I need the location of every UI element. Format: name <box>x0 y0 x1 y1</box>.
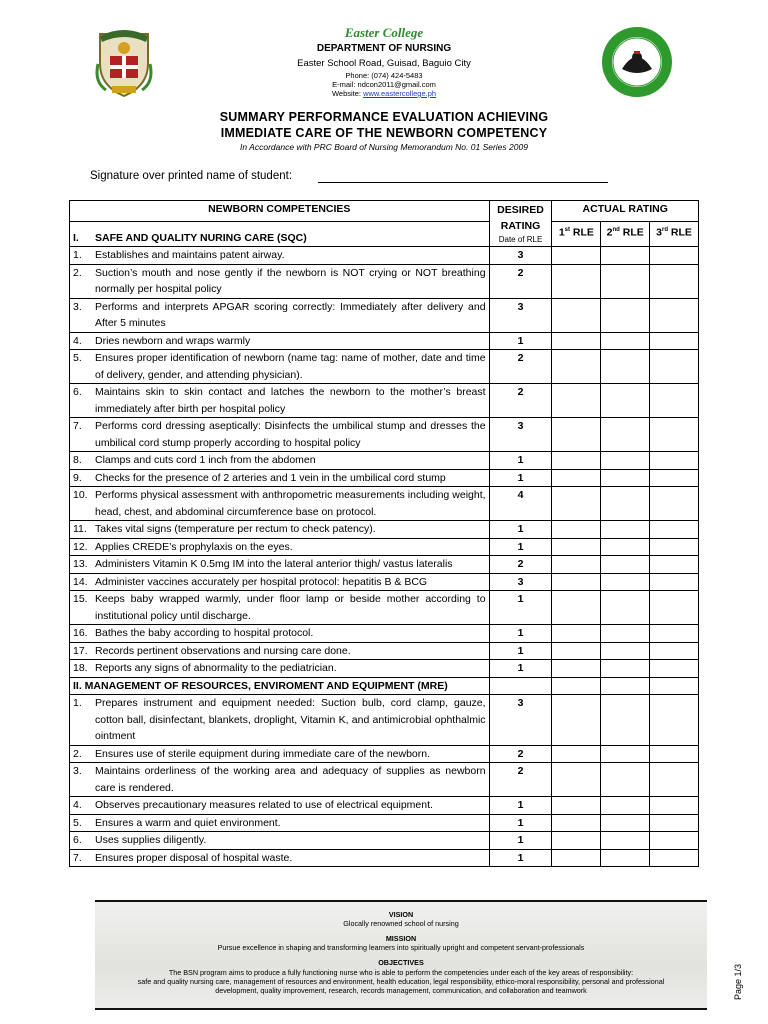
rle-1-rating-cell[interactable] <box>552 487 601 521</box>
objectives-line-3: development, quality improvement, research, records management, communication, and collaboration and teamwork <box>215 986 587 995</box>
subtitle: In Accordance with PRC Board of Nursing Memorandum No. 01 Series 2009 <box>240 142 528 152</box>
sqc-competency-cell <box>70 573 490 591</box>
website-link[interactable]: www.eastercollege.ph <box>363 89 437 98</box>
header-date: Date of RLE <box>498 235 543 244</box>
title-line-1: SUMMARY PERFORMANCE EVALUATION ACHIEVING <box>219 110 549 124</box>
website-label: Website: <box>331 89 364 98</box>
item-text: Applies CREDE’s prophylaxis on the eyes. <box>95 540 293 553</box>
rle-3-rating-cell[interactable] <box>650 556 699 574</box>
item-number: 3. <box>73 300 82 313</box>
rle-3-rating-cell[interactable] <box>650 695 699 746</box>
rle-1-rating-cell[interactable] <box>552 452 601 470</box>
mre-competency-cell <box>70 763 490 797</box>
desired-rating-value: 2 <box>489 556 552 574</box>
sqc-competency-cell <box>70 264 490 298</box>
item-number: 9. <box>73 471 82 484</box>
item-text: Dries newborn and wraps warmly <box>95 334 251 347</box>
rle-3-rating-cell[interactable] <box>650 247 699 265</box>
item-text: Keeps baby wrapped warmly, under floor lamp or beside mother according to institutional policy until discharge. <box>95 593 486 622</box>
table-row <box>70 264 699 298</box>
sqc-competency-cell <box>70 487 490 521</box>
rle-2-rating-cell[interactable] <box>601 591 650 625</box>
table-row <box>70 452 699 470</box>
desired-rating-value: 3 <box>489 695 552 746</box>
sqc-competency-cell <box>70 418 490 452</box>
rle-2-rating-cell[interactable] <box>601 538 650 556</box>
item-number: 2. <box>73 747 82 760</box>
rle-1-rating-cell[interactable] <box>552 832 601 850</box>
sqc-competency-cell <box>70 452 490 470</box>
desired-rating-value: 3 <box>489 298 552 332</box>
objectives-heading: OBJECTIVES <box>378 958 424 967</box>
sqc-competency-cell <box>70 350 490 384</box>
page-number: Page 1/3 <box>733 963 743 1000</box>
mre-competency-cell <box>70 849 490 867</box>
desired-rating-value: 1 <box>489 625 552 643</box>
signature-line[interactable] <box>318 182 608 183</box>
item-text: Performs and interprets APGAR scoring correctly: Immediately after delivery and After 5 minutes <box>95 300 486 329</box>
table-row <box>70 556 699 574</box>
rle-2-rating-cell[interactable] <box>601 350 650 384</box>
rle-1-rating-cell[interactable] <box>552 763 601 797</box>
rle-1-rating-cell[interactable] <box>552 797 601 815</box>
table-header-row <box>70 201 699 222</box>
desired-rating-value: 1 <box>489 797 552 815</box>
rle-3-rating-cell[interactable] <box>650 384 699 418</box>
rle-1-rating-cell[interactable] <box>552 469 601 487</box>
rle-2-rating-cell[interactable] <box>601 332 650 350</box>
item-text: Checks for the presence of 2 arteries and 1 vein in the umbilical cord stump <box>95 471 446 484</box>
rle-3-rating-cell[interactable] <box>650 298 699 332</box>
rle-3-rating-cell[interactable] <box>650 797 699 815</box>
rle-3-rating-cell[interactable] <box>650 660 699 678</box>
header-desired: DESIRED <box>497 204 544 216</box>
sqc-competency-cell <box>70 384 490 418</box>
competency-table <box>69 200 699 867</box>
college-name: Easter College <box>344 25 424 40</box>
desired-rating-value: 2 <box>489 745 552 763</box>
rle-1-rating-cell[interactable] <box>552 849 601 867</box>
desired-rating-value: 2 <box>489 350 552 384</box>
rle-2-rating-cell[interactable] <box>601 247 650 265</box>
desired-rating-value: 2 <box>489 264 552 298</box>
rle-3-rating-cell[interactable] <box>650 642 699 660</box>
mre-competency-cell <box>70 745 490 763</box>
mission-text: Pursue excellence in shaping and transforming learners into spiritually upright and competent servant-professionals <box>217 943 585 952</box>
desired-rating-value: 2 <box>489 384 552 418</box>
item-number: 13. <box>73 558 88 570</box>
rle-2-rating-cell[interactable] <box>601 797 650 815</box>
rle-1-rating-cell[interactable] <box>552 745 601 763</box>
rle-1-rating-cell[interactable] <box>552 556 601 574</box>
item-text: Ensures use of sterile equipment during immediate care of the newborn. <box>95 747 431 760</box>
item-text: Takes vital signs (temperature per rectum to check patency). <box>95 523 376 535</box>
header-competencies: NEWBORN COMPETENCIES <box>70 201 490 222</box>
rle-3-rating-cell[interactable] <box>650 469 699 487</box>
table-row <box>70 298 699 332</box>
header-desired-rating <box>489 201 552 247</box>
email-text: E-mail: ndcon2011@gmail.com <box>332 80 436 89</box>
rle-3-rating-cell[interactable] <box>650 521 699 539</box>
sqc-competency-cell <box>70 332 490 350</box>
table-row <box>70 642 699 660</box>
item-text: Reports any signs of abnormality to the pediatrician. <box>95 662 337 674</box>
rle-1-rating-cell[interactable] <box>552 814 601 832</box>
desired-rating-value: 1 <box>489 332 552 350</box>
rle-1-rating-cell[interactable] <box>552 573 601 591</box>
item-text: Maintains orderliness of the working area and adequacy of supplies as newborn care is rendered. <box>95 765 486 794</box>
header-rating: RATING <box>500 220 541 232</box>
item-text: Ensures a warm and quiet environment. <box>95 816 281 829</box>
table-row <box>70 521 699 539</box>
item-text: Maintains skin to skin contact and latches the newborn to the mother’s breast immediately after birth per hospital policy <box>95 386 486 415</box>
table-row <box>70 797 699 815</box>
table-row <box>70 350 699 384</box>
phone-text: Phone: (074) 424-5483 <box>345 71 423 80</box>
sqc-competency-cell <box>70 538 490 556</box>
rle-2-rating-cell[interactable] <box>601 642 650 660</box>
section-1-heading <box>70 222 490 247</box>
rle-1-rating-cell[interactable] <box>552 625 601 643</box>
desired-rating-value: 3 <box>489 573 552 591</box>
item-number: 5. <box>73 816 82 829</box>
rle-1-rating-cell[interactable] <box>552 695 601 746</box>
rle-3-rating-cell[interactable] <box>650 591 699 625</box>
sqc-competency-cell <box>70 556 490 574</box>
rle-2-rating-cell[interactable] <box>601 814 650 832</box>
item-number: 3. <box>73 765 82 777</box>
footer-banner <box>95 900 707 1010</box>
table-row <box>70 660 699 678</box>
rle-2-rating-cell[interactable] <box>601 469 650 487</box>
desired-rating-value: 1 <box>489 642 552 660</box>
signature-label: Signature over printed name of student: <box>90 170 293 182</box>
rle-1-rating-cell[interactable] <box>552 642 601 660</box>
desired-rating-value: 1 <box>489 660 552 678</box>
table-row <box>70 591 699 625</box>
rle-3-rating-cell[interactable] <box>650 814 699 832</box>
item-number: 4. <box>73 334 82 347</box>
mre-competency-cell <box>70 695 490 746</box>
vision-heading: VISION <box>388 910 414 919</box>
rle-1-rating-cell[interactable] <box>552 384 601 418</box>
rle-1-rating-cell[interactable] <box>552 591 601 625</box>
table-row <box>70 849 699 867</box>
item-text: Performs cord dressing aseptically: Disinfects the umbilical stump and dresses the umbilical cord stump properly according to hospital policy <box>95 420 486 449</box>
table-row <box>70 538 699 556</box>
rle-2-rating-cell[interactable] <box>601 763 650 797</box>
rle-1-rating-cell[interactable] <box>552 350 601 384</box>
table-row <box>70 384 699 418</box>
rle-3-rating-cell[interactable] <box>650 849 699 867</box>
rle-2-rating-cell[interactable] <box>601 384 650 418</box>
rle-3-rating-cell[interactable] <box>650 832 699 850</box>
sqc-competency-cell <box>70 660 490 678</box>
table-row <box>70 487 699 521</box>
section-2-row <box>70 677 699 695</box>
table-row <box>70 469 699 487</box>
desired-rating-value: 3 <box>489 418 552 452</box>
title-line-2: IMMEDIATE CARE OF THE NEWBORN COMPETENCY <box>220 126 548 140</box>
sqc-competency-cell <box>70 642 490 660</box>
item-number: 18. <box>73 662 88 674</box>
rle-1-rating-cell[interactable] <box>552 521 601 539</box>
rle-2-rating-cell[interactable] <box>601 556 650 574</box>
table-row <box>70 332 699 350</box>
table-row <box>70 763 699 797</box>
item-number: 6. <box>73 834 82 846</box>
rle-2-rating-cell[interactable] <box>601 521 650 539</box>
rle-3-rating-cell[interactable] <box>650 538 699 556</box>
sqc-competency-cell <box>70 625 490 643</box>
rle-3-rating-cell[interactable] <box>650 625 699 643</box>
rle-2-rating-cell[interactable] <box>601 452 650 470</box>
sqc-competency-cell <box>70 247 490 265</box>
rle-1-rating-cell[interactable] <box>552 332 601 350</box>
item-text: Prepares instrument and equipment needed: Suction bulb, cord clamp, gauze, cotton ball, disinfectant, blankets, droplight, Vitamin K, and antimicrobial ophthalmic ointment <box>95 697 486 742</box>
item-number: 2. <box>73 266 82 279</box>
header-rle-1: 1st RLE <box>552 222 601 247</box>
rle-3-rating-cell[interactable] <box>650 745 699 763</box>
objectives-line-1: The BSN program aims to produce a fully functioning nurse who is able to perform the competencies under each of the key areas of responsibility: <box>168 968 634 977</box>
rle-1-rating-cell[interactable] <box>552 298 601 332</box>
item-number: 1. <box>73 697 82 709</box>
rle-3-rating-cell[interactable] <box>650 573 699 591</box>
item-text: Observes precautionary measures related to use of electrical equipment. <box>95 799 433 811</box>
sqc-competency-cell <box>70 521 490 539</box>
rle-3-rating-cell[interactable] <box>650 763 699 797</box>
item-number: 10. <box>73 489 88 501</box>
item-number: 7. <box>73 420 82 432</box>
item-number: 16. <box>73 627 88 639</box>
mre-competency-cell <box>70 797 490 815</box>
rle-2-rating-cell[interactable] <box>601 745 650 763</box>
rle-3-rating-cell[interactable] <box>650 418 699 452</box>
item-number: 7. <box>73 851 82 864</box>
item-text: Establishes and maintains patent airway. <box>95 249 285 261</box>
item-text: Ensures proper identification of newborn (name tag: name of mother, date and time of delivery, gender, and attending physician). <box>95 352 486 381</box>
rle-1-rating-cell[interactable] <box>552 660 601 678</box>
item-number: 1. <box>73 249 82 261</box>
desired-rating-value: 2 <box>489 763 552 797</box>
desired-rating-value: 1 <box>489 814 552 832</box>
rle-2-rating-cell[interactable] <box>601 264 650 298</box>
table-row <box>70 695 699 746</box>
desired-rating-value: 1 <box>489 591 552 625</box>
item-number: 12. <box>73 540 88 553</box>
desired-rating-value: 4 <box>489 487 552 521</box>
header-rle-3: 3rd RLE <box>650 222 699 247</box>
sqc-competency-cell <box>70 298 490 332</box>
rle-2-rating-cell[interactable] <box>601 573 650 591</box>
table-row <box>70 745 699 763</box>
sqc-competency-cell <box>70 469 490 487</box>
table-row <box>70 832 699 850</box>
item-text: Administers Vitamin K 0.5mg IM into the lateral anterior thigh/ vastus lateralis <box>95 558 453 570</box>
item-text: Clamps and cuts cord 1 inch from the abdomen <box>95 454 316 466</box>
desired-rating-value: 1 <box>489 521 552 539</box>
table-row <box>70 814 699 832</box>
section-1-title: SAFE AND QUALITY NURING CARE (SQC) <box>95 231 307 244</box>
rle-2-rating-cell[interactable] <box>601 660 650 678</box>
item-number: 14. <box>73 575 88 588</box>
table-row <box>70 418 699 452</box>
rle-1-rating-cell[interactable] <box>552 538 601 556</box>
rle-2-rating-cell[interactable] <box>601 625 650 643</box>
sqc-competency-cell <box>70 591 490 625</box>
rle-3-rating-cell[interactable] <box>650 332 699 350</box>
table-row <box>70 247 699 265</box>
rle-3-rating-cell[interactable] <box>650 264 699 298</box>
item-number: 4. <box>73 799 82 811</box>
table-subheader-row <box>70 222 699 247</box>
desired-rating-value: 1 <box>489 538 552 556</box>
header-actual-rating: ACTUAL RATING <box>552 201 699 222</box>
item-number: 11. <box>73 523 87 535</box>
rle-2-rating-cell[interactable] <box>601 298 650 332</box>
item-text: Records pertinent observations and nursing care done. <box>95 644 351 657</box>
mission-heading: MISSION <box>385 934 417 943</box>
desired-rating-value: 3 <box>489 247 552 265</box>
item-number: 17. <box>73 644 88 657</box>
section-1-number: I. <box>73 231 79 244</box>
item-number: 5. <box>73 352 82 364</box>
rle-2-rating-cell[interactable] <box>601 832 650 850</box>
rle-1-rating-cell[interactable] <box>552 418 601 452</box>
header-rle-2: 2nd RLE <box>601 222 650 247</box>
desired-rating-value: 1 <box>489 849 552 867</box>
vision-text: Glocally renowned school of nursing <box>343 919 459 928</box>
item-number: 6. <box>73 386 82 398</box>
item-text: Performs physical assessment with anthropometric measurements including weight, head, chest, and abdominal circumference base on protocol. <box>95 489 486 518</box>
objectives-line-2: safe and quality nursing care, management of resources and environment, health education, legal responsibility, ethico-moral responsibility, personal and professional <box>137 977 665 986</box>
item-number: 15. <box>73 593 88 605</box>
item-text: Ensures proper disposal of hospital waste. <box>95 851 293 864</box>
college-address: Easter School Road, Guisad, Baguio City <box>297 58 471 69</box>
website-row <box>0 89 768 98</box>
section-2-title: II. MANAGEMENT OF RESOURCES, ENVIROMENT AND EQUIPMENT (MRE) <box>70 677 490 695</box>
rle-2-rating-cell[interactable] <box>601 487 650 521</box>
rle-3-rating-cell[interactable] <box>650 487 699 521</box>
item-text: Uses supplies diligently. <box>95 834 207 846</box>
desired-rating-value: 1 <box>489 452 552 470</box>
mre-competency-cell <box>70 832 490 850</box>
rle-1-rating-cell[interactable] <box>552 247 601 265</box>
item-text: Bathes the baby according to hospital protocol. <box>95 627 314 639</box>
rle-2-rating-cell[interactable] <box>601 418 650 452</box>
desired-rating-value: 1 <box>489 832 552 850</box>
item-text: Administer vaccines accurately per hospital protocol: hepatitis B & BCG <box>95 575 428 588</box>
rle-3-rating-cell[interactable] <box>650 452 699 470</box>
table-row <box>70 625 699 643</box>
item-number: 8. <box>73 454 82 466</box>
item-text: Suction’s mouth and nose gently if the newborn is NOT crying or NOT breathing normally per hospital policy <box>95 266 486 295</box>
rle-3-rating-cell[interactable] <box>650 350 699 384</box>
rle-2-rating-cell[interactable] <box>601 695 650 746</box>
mre-competency-cell <box>70 814 490 832</box>
rle-2-rating-cell[interactable] <box>601 849 650 867</box>
department-name: DEPARTMENT OF NURSING <box>316 43 452 54</box>
rle-1-rating-cell[interactable] <box>552 264 601 298</box>
table-row <box>70 573 699 591</box>
desired-rating-value: 1 <box>489 469 552 487</box>
